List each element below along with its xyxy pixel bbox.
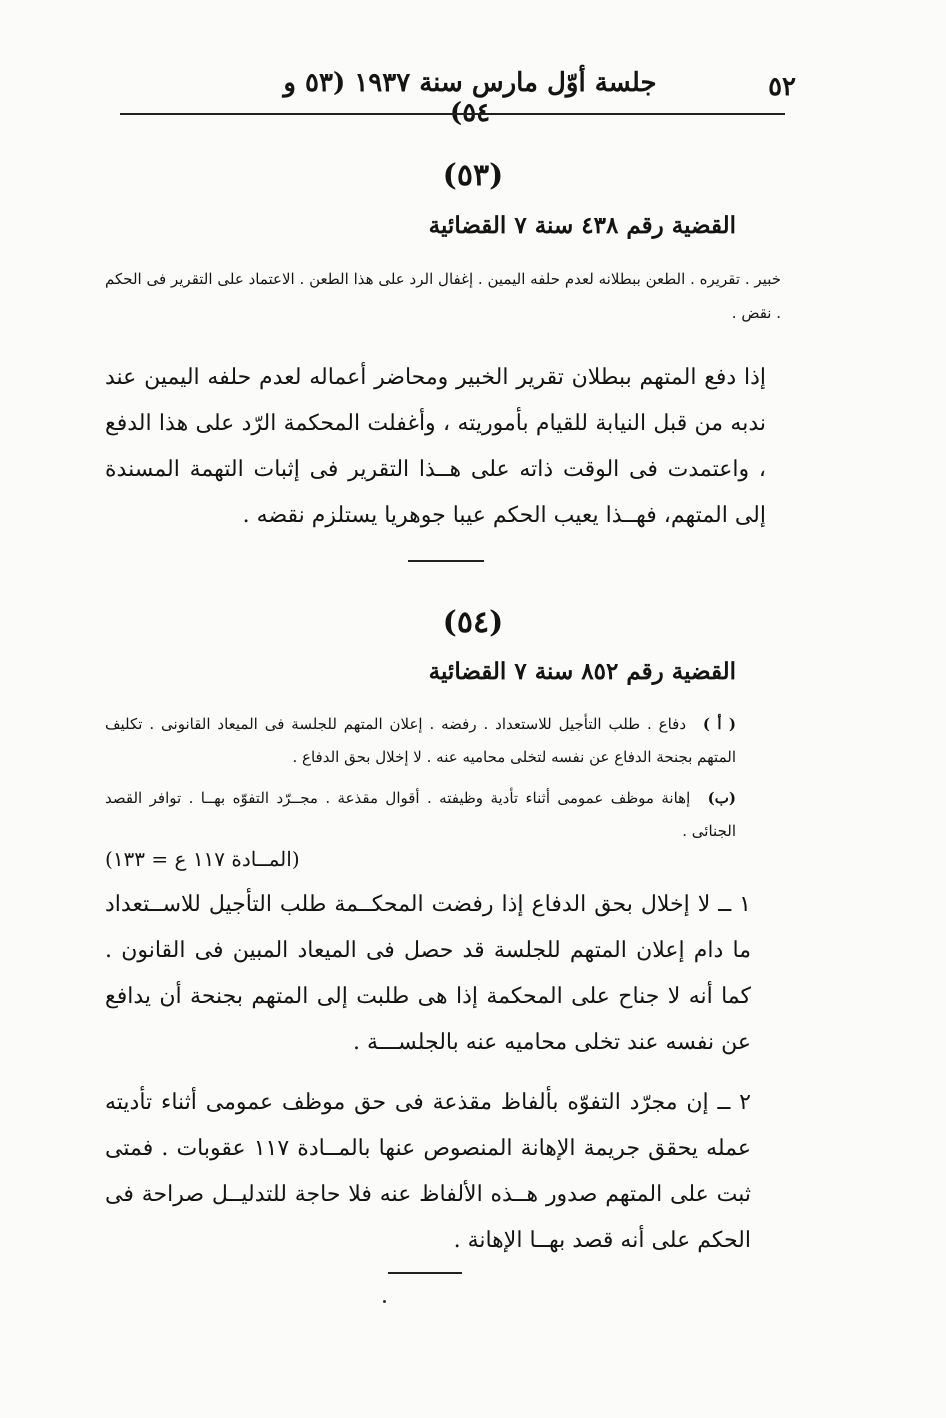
page-header-title: جلسة أوّل مارس سنة ١٩٣٧ (٥٣ و ٥٤)	[283, 68, 657, 128]
item-text: دفاع . طلب التأجيل للاستعداد . رفضه . إعلان المتهم للجلسة فى الميعاد القانونى . تكليف المتهم بجنحة الدفاع عن نفسه لتخلى محاميه عنه . لا إخلال بحق الدفاع .	[105, 715, 736, 766]
ink-speck	[383, 1300, 386, 1303]
case-53-keywords: خبير . تقريره . الطعن ببطلانه لعدم حلفه اليمين . إغفال الرد على هذا الطعن . الاعتماد على التقرير فى الحكم . نقض .	[105, 270, 781, 322]
item-text: إهانة موظف عمومى أثناء تأدية وظيفته . أقوال مقذعة . مجــرّد التفوّه بهــا . توافر القصد الجنائى .	[105, 789, 736, 840]
case-54-principle-2: ٢ ــ إن مجرّد التفوّه بألفاظ مقذعة فى حق موظف عمومى أثناء تأديته عمله يحقق جريمة الإهانة المنصوص عنها بالمــادة ١١٧ عقوبات . فمتى ثبت على المتهم صدور هــذه الألفاظ عنه فلا حاجة للتدليــل صراحة فى الحكم على أنه قصد بهــا الإهانة .	[105, 1090, 752, 1253]
case-54-principle-1: ١ ــ لا إخلال بحق الدفاع إذا رفضت المحكــمة طلب التأجيل للاســتعداد ما دام إعلان المتهم للجلسة قد حصل فى الميعاد المبين فى القانون . كما أنه لا جناح على المحكمة إذا هى طلبت إلى المتهم بجنحة أن يدافع عن نفسه عند تخلى محاميه عنه بالجلســـة .	[105, 892, 751, 1055]
case-54-reference: القضية رقم ٨٥٢ سنة ٧ القضائية	[428, 658, 736, 685]
header-rule	[120, 113, 785, 115]
case-53-reference: القضية رقم ٤٣٨ سنة ٧ القضائية	[428, 212, 736, 239]
case-54-number: (٥٤)	[442, 605, 504, 640]
case-54-keywords-b	[105, 782, 736, 848]
article-reference: (المــادة ١١٧ ع = ١٣٣)	[105, 847, 300, 871]
end-separator	[388, 1272, 462, 1274]
item-label: (ب)	[707, 789, 736, 807]
section-separator	[408, 560, 484, 562]
item-label: ( أ )	[702, 715, 736, 733]
case-54-keywords-a	[105, 708, 736, 774]
case-53-number: (٥٣)	[442, 158, 504, 193]
page-number: ٥٢	[768, 72, 796, 102]
case-53-principle: إذا دفع المتهم ببطلان تقرير الخبير ومحاضر أعماله لعدم حلفه اليمين عند ندبه من قبل النيابة للقيام بأموريته ، وأغفلت المحكمة الرّد على هذا الدفع ، واعتمدت فى الوقت ذاته على هــذا التقرير فى إثبات التهمة المسندة إلى المتهم، فهــذا يعيب الحكم عيبا جوهريا يستلزم نقضه .	[105, 365, 766, 528]
